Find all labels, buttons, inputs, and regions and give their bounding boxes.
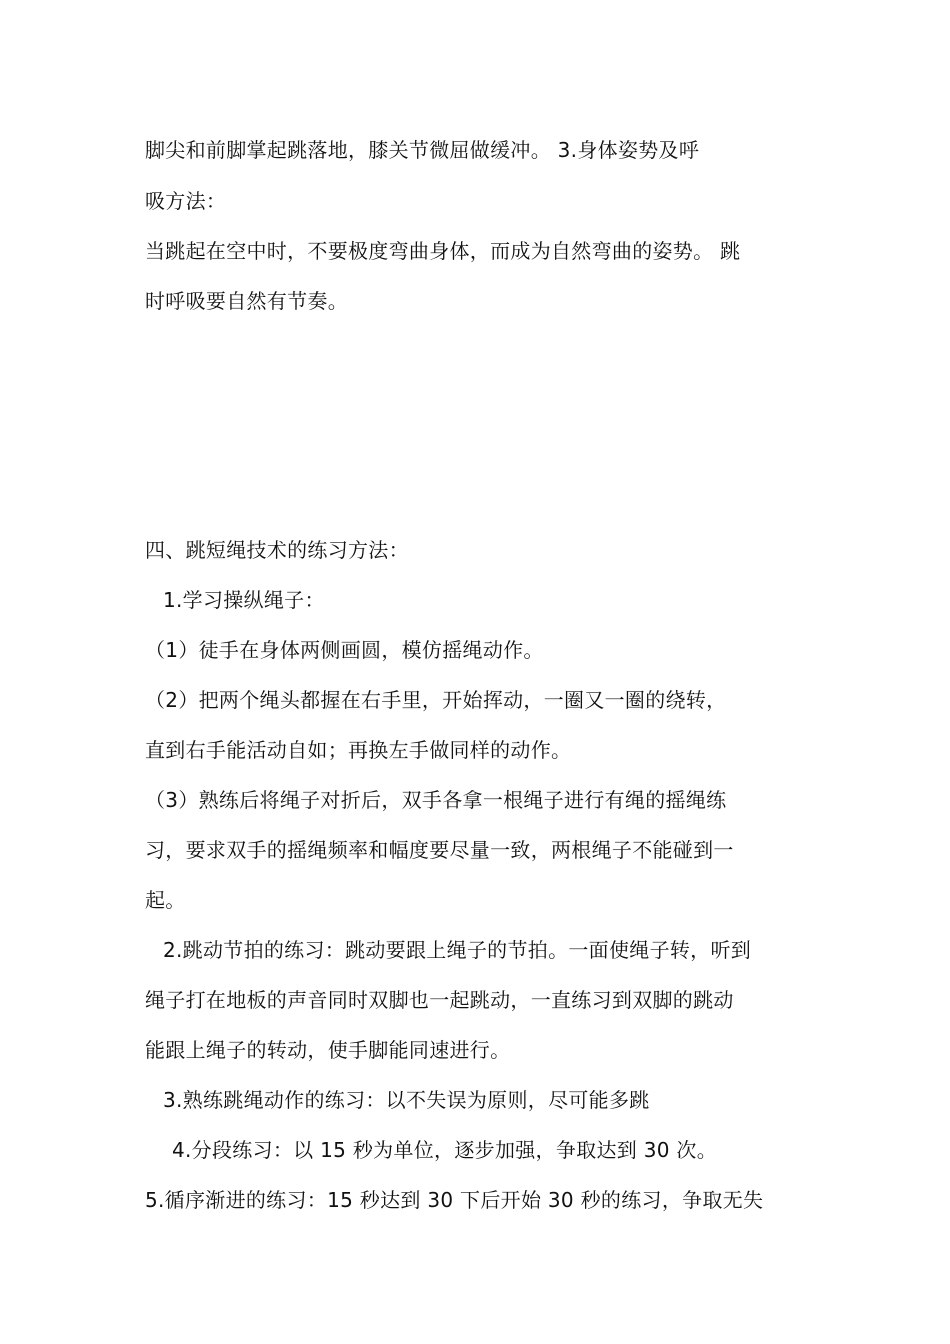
list-item: 5.循序渐进的练习：15 秒达到 30 下后开始 30 秒的练习，争取无失: [145, 1188, 764, 1212]
paragraph-line: 脚尖和前脚掌起跳落地，膝关节微屈做缓冲。 3.身体姿势及呼: [145, 138, 700, 162]
paragraph-line: 时呼吸要自然有节奏。: [145, 289, 348, 313]
sub-item-continued: 习，要求双手的摇绳频率和幅度要尽量一致，两根绳子不能碰到一: [145, 838, 734, 862]
list-item-title: 1.学习操纵绳子：: [163, 588, 325, 612]
sub-item: （2）把两个绳头都握在右手里，开始挥动，一圈又一圈的绕转，: [145, 688, 727, 712]
sub-item-continued: 起。: [145, 888, 186, 912]
list-item: 4.分段练习：以 15 秒为单位，逐步加强，争取达到 30 次。: [172, 1138, 718, 1162]
paragraph-line: 吸方法：: [145, 189, 227, 213]
sub-item: （1）徒手在身体两侧画圆，模仿摇绳动作。: [145, 638, 544, 662]
list-item: 3.熟练跳绳动作的练习：以不失误为原则，尽可能多跳: [163, 1088, 650, 1112]
sub-item: （3）熟练后将绳子对折后，双手各拿一根绳子进行有绳的摇绳练: [145, 788, 727, 812]
paragraph-line: 当跳起在空中时，不要极度弯曲身体，而成为自然弯曲的姿势。 跳: [145, 239, 741, 263]
sub-item-continued: 直到右手能活动自如；再换左手做同样的动作。: [145, 738, 572, 762]
list-item-continued: 能跟上绳子的转动，使手脚能同速进行。: [145, 1038, 511, 1062]
list-item: 2.跳动节拍的练习：跳动要跟上绳子的节拍。一面使绳子转，听到: [163, 938, 752, 962]
section-heading: 四、跳短绳技术的练习方法：: [145, 538, 409, 562]
list-item-continued: 绳子打在地板的声音同时双脚也一起跳动，一直练习到双脚的跳动: [145, 988, 734, 1012]
